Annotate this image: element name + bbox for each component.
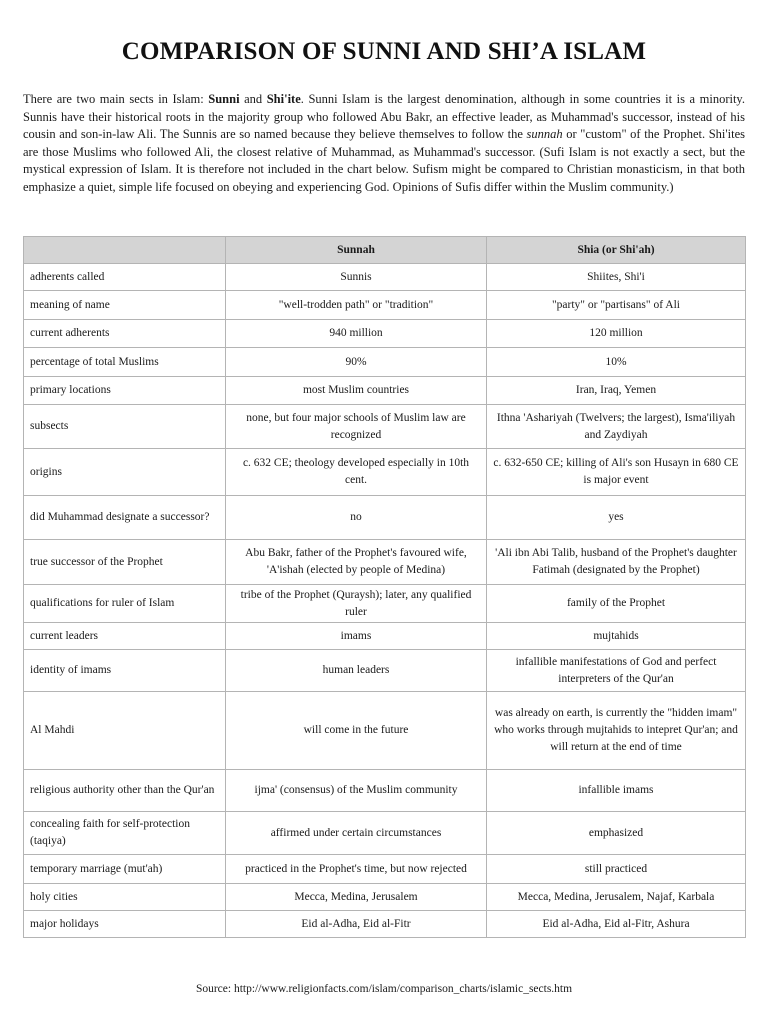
shia-value: Eid al-Adha, Eid al-Fitr, Ashura xyxy=(487,911,746,938)
table-row xyxy=(24,911,746,938)
table-row xyxy=(24,812,746,855)
sunni-value: most Muslim countries xyxy=(226,377,487,405)
row-label: true successor of the Prophet xyxy=(24,540,226,585)
shia-value: 'Ali ibn Abi Talib, husband of the Prophet's daughter Fatimah (designated by the Prophet) xyxy=(487,540,746,585)
sunni-value: "well-trodden path" or "tradition" xyxy=(226,291,487,320)
row-label: qualifications for ruler of Islam xyxy=(24,585,226,623)
shia-value: Iran, Iraq, Yemen xyxy=(487,377,746,405)
table-row xyxy=(24,585,746,623)
intro-shiite: Shi'ite xyxy=(266,92,301,106)
intro-text-3: or "custom" of the Prophet. Shi'ites are those Muslims who followed Ali, the closest relative of Muhammad, as Muhammad's successor. (Sufi Islam is not exactly a sect, but the mystical expression of Islam. It is therefore not included in the chart below. Sufism might be compared to Christian monasticism, in that both emphasize a quiet, simple life focused on obeying and experiencing God. Opinions of Sufis differ within the Muslim community.) xyxy=(23,127,745,194)
shia-value: still practiced xyxy=(487,855,746,884)
row-label: origins xyxy=(24,449,226,496)
comparison-table xyxy=(23,236,746,938)
table-row xyxy=(24,496,746,540)
shia-value: 10% xyxy=(487,348,746,377)
page-title: COMPARISON OF SUNNI AND SHI’A ISLAM xyxy=(121,38,647,65)
table-row xyxy=(24,623,746,650)
row-label: percentage of total Muslims xyxy=(24,348,226,377)
table-row xyxy=(24,264,746,291)
table-row xyxy=(24,377,746,405)
row-label: subsects xyxy=(24,405,226,449)
header-sunnah: Sunnah xyxy=(226,237,487,264)
row-label: holy cities xyxy=(24,884,226,911)
row-label: religious authority other than the Qur'an xyxy=(24,770,226,812)
shia-value: Ithna 'Ashariyah (Twelvers; the largest), Isma'iliyah and Zaydiyah xyxy=(487,405,746,449)
sunni-value: 90% xyxy=(226,348,487,377)
table-row xyxy=(24,855,746,884)
row-label: adherents called xyxy=(24,264,226,291)
table-body xyxy=(24,264,746,938)
shia-value: Shiites, Shi'i xyxy=(487,264,746,291)
sunni-value: Eid al-Adha, Eid al-Fitr xyxy=(226,911,487,938)
table-row xyxy=(24,320,746,348)
sunni-value: c. 632 CE; theology developed especially in 10th cent. xyxy=(226,449,487,496)
shia-value: 120 million xyxy=(487,320,746,348)
row-label: identity of imams xyxy=(24,650,226,692)
row-label: current adherents xyxy=(24,320,226,348)
source-citation: Source: http://www.religionfacts.com/islam/comparison_charts/islamic_sects.htm xyxy=(195,983,573,995)
table-row xyxy=(24,692,746,770)
intro-text-and: and xyxy=(239,92,267,106)
sunni-value: imams xyxy=(226,623,487,650)
table-row xyxy=(24,291,746,320)
sunni-value: will come in the future xyxy=(226,692,487,770)
shia-value: Mecca, Medina, Jerusalem, Najaf, Karbala xyxy=(487,884,746,911)
shia-value: family of the Prophet xyxy=(487,585,746,623)
shia-value: "party" or "partisans" of Ali xyxy=(487,291,746,320)
header-blank xyxy=(24,237,226,264)
shia-value: yes xyxy=(487,496,746,540)
shia-value: mujtahids xyxy=(487,623,746,650)
sunni-value: ijma' (consensus) of the Muslim community xyxy=(226,770,487,812)
table-row xyxy=(24,650,746,692)
row-label: did Muhammad designate a successor? xyxy=(24,496,226,540)
row-label: meaning of name xyxy=(24,291,226,320)
sunni-value: Sunnis xyxy=(226,264,487,291)
sunni-value: none, but four major schools of Muslim law are recognized xyxy=(226,405,487,449)
shia-value: infallible manifestations of God and perfect interpreters of the Qur'an xyxy=(487,650,746,692)
intro-paragraph xyxy=(23,91,745,197)
sunni-value: affirmed under certain circumstances xyxy=(226,812,487,855)
sunni-value: 940 million xyxy=(226,320,487,348)
row-label: Al Mahdi xyxy=(24,692,226,770)
shia-value: infallible imams xyxy=(487,770,746,812)
table-row xyxy=(24,449,746,496)
sunni-value: no xyxy=(226,496,487,540)
table-row xyxy=(24,405,746,449)
intro-text-2: . Sunni Islam is the largest denomination, although in some countries it is a minority. Sunnis have their historical roots in the majority group who followed Abu Bakr, an effective leader, as Muhammad's successor, instead of his cousin and son-in-law Ali. The Sunnis are so named because they believe themselves to follow the xyxy=(23,92,745,142)
sunni-value: Abu Bakr, father of the Prophet's favoured wife, 'A'ishah (elected by people of Medina) xyxy=(226,540,487,585)
table-row xyxy=(24,884,746,911)
sunni-value: practiced in the Prophet's time, but now rejected xyxy=(226,855,487,884)
header-shia: Shia (or Shi'ah) xyxy=(487,237,746,264)
row-label: current leaders xyxy=(24,623,226,650)
sunni-value: Mecca, Medina, Jerusalem xyxy=(226,884,487,911)
shia-value: was already on earth, is currently the "hidden imam" who works through mujtahids to intepret Qur'an; and will return at the end of time xyxy=(487,692,746,770)
row-label: major holidays xyxy=(24,911,226,938)
shia-value: emphasized xyxy=(487,812,746,855)
intro-sunni: Sunni xyxy=(208,92,240,106)
intro-sunnah: sunnah xyxy=(526,127,563,142)
sunni-value: human leaders xyxy=(226,650,487,692)
intro-text-1: There are two main sects in Islam: xyxy=(23,92,209,106)
table-row xyxy=(24,770,746,812)
row-label: concealing faith for self-protection (taqiya) xyxy=(24,812,226,855)
table-row xyxy=(24,348,746,377)
sunni-value: tribe of the Prophet (Quraysh); later, any qualified ruler xyxy=(226,585,487,623)
row-label: temporary marriage (mut'ah) xyxy=(24,855,226,884)
shia-value: c. 632-650 CE; killing of Ali's son Husayn in 680 CE is major event xyxy=(487,449,746,496)
table-header-row xyxy=(24,237,746,264)
table-row xyxy=(24,540,746,585)
row-label: primary locations xyxy=(24,377,226,405)
